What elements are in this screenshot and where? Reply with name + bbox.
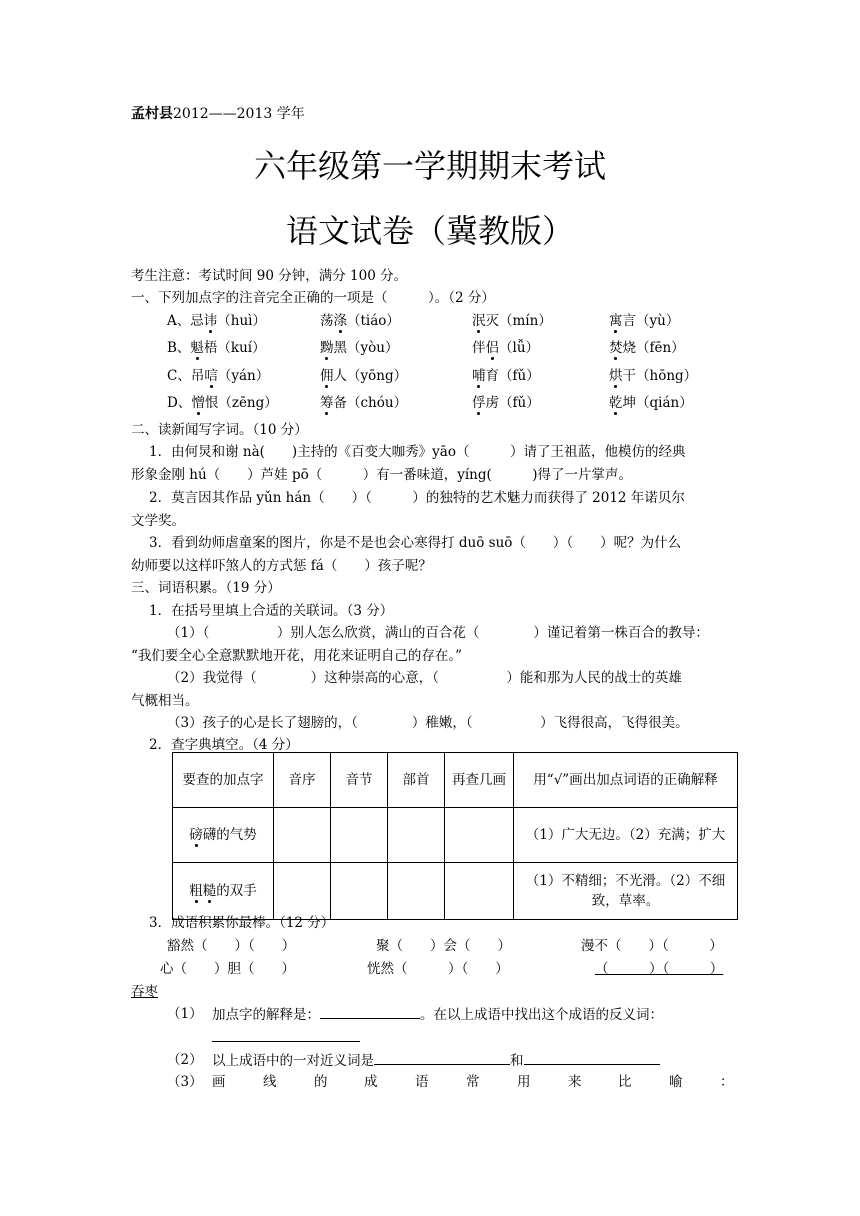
part1-text-b: 。在以上成语中找出这个成语的反义词：: [420, 1007, 663, 1023]
q2-line3: 2．莫言因其作品 yǔn hán（ ）（ ）的独特的艺术魅力而获得了 2012 年诺贝尔: [149, 490, 685, 506]
q1-option-item: 筹备（chóu）: [320, 395, 408, 411]
table-cell-input[interactable]: [445, 808, 514, 863]
part3-char: 来: [568, 1074, 582, 1090]
q1-option-item: 乾坤（qián）: [609, 395, 693, 411]
q3-s1e: （3）孩子的心是长了翅膀的，（ ）稚嫩，（ ）飞得很高，飞得很美。: [167, 715, 689, 731]
table-header: 再查几画: [445, 753, 514, 808]
q1-option-item: 泯灭（mín）: [472, 313, 552, 329]
q1-option-item: A、忌讳（huì）: [167, 313, 266, 329]
part2-number: （2）: [167, 1052, 203, 1068]
idiom-4: 心（ ）胆（ ）: [160, 961, 295, 977]
q2-line4: 文学奖。: [131, 513, 185, 529]
idiom-1: 豁然（ ）（ ）: [167, 938, 296, 954]
table-cell-input[interactable]: [388, 863, 445, 920]
table-cell-explanation: （1）不精细；不光滑。（2）不细致，草率。: [514, 863, 738, 920]
answer-blank[interactable]: [374, 1050, 510, 1065]
q1-option-item: 烘干（hōng）: [609, 368, 698, 384]
table-cell-input[interactable]: [274, 808, 331, 863]
answer-blank[interactable]: [320, 1004, 420, 1019]
exam-subtitle: 语文试卷（冀教版）: [285, 212, 574, 250]
answer-blank[interactable]: [524, 1050, 660, 1065]
q1-option-item: 寓言（yù）: [609, 313, 680, 329]
q1-option-item: 黝黑（yòu）: [320, 340, 399, 356]
part1-number: （1）: [167, 1006, 203, 1022]
q3-s1b: “我们要全心全意默默地开花，用花来证明自己的存在。”: [131, 648, 463, 664]
table-header: 用“√”画出加点词语的正确解释: [514, 753, 738, 808]
table-row: [173, 863, 738, 920]
table-header: 音序: [274, 753, 331, 808]
part2-text: 以上成语中的一对近义词是: [212, 1053, 374, 1069]
table-header: 音节: [331, 753, 388, 808]
q1-option-item: 伴侣（lǚ）: [472, 340, 540, 356]
idiom-2: 聚（ ）会（ ）: [376, 938, 511, 954]
q3-stem: 三、词语积累。（19 分）: [131, 580, 281, 596]
dictionary-table: [172, 752, 738, 920]
part1-blank-line: [212, 1027, 360, 1048]
idiom-3: 漫不（ ）（ ）: [581, 938, 723, 954]
table-header: 部首: [388, 753, 445, 808]
part3-number: （3）: [167, 1074, 203, 1090]
part1-line: [212, 1004, 663, 1025]
part3-char: 的: [314, 1074, 328, 1090]
q3-s1a: （1）（ ）别人怎么欣赏，满山的百合花（ ）谨记着第一株百合的教导：: [167, 625, 709, 641]
q1-option-item: B、魁梧（kuí）: [167, 340, 266, 356]
exam-notice: 考生注意：考试时间 90 分钟，满分 100 分。: [131, 268, 408, 284]
table-cell-input[interactable]: [445, 863, 514, 920]
table-cell-word: 粗糙的双手: [173, 863, 274, 920]
part3-char: 常: [466, 1074, 480, 1090]
table-cell-word: 磅礴的气势: [173, 808, 274, 863]
q1-option-item: D、憎恨（zēng）: [167, 395, 278, 411]
school-year-text: 2012——2013 学年: [173, 106, 305, 122]
q1-stem: 一、下列加点字的注音完全正确的一项是（ ）。（2 分）: [131, 290, 495, 306]
q1-option-item: 佣人（yōng）: [320, 368, 408, 384]
school-year: [131, 104, 305, 124]
county-name: 孟村县: [131, 106, 173, 122]
q1-option-item: 焚烧（fēn）: [609, 340, 685, 356]
q2-line1: 1．由何炅和谢 nà( )主持的《百变大咖秀》yāo（ ）请了王祖蓝，他模仿的经典: [149, 444, 686, 460]
q2-stem: 二、读新闻写字词。（10 分）: [131, 422, 308, 438]
q1-option-item: 俘虏（fǔ）: [472, 395, 540, 411]
exam-title: 六年级第一学期期末考试: [253, 147, 606, 185]
table-row: [173, 808, 738, 863]
q3-s1c: （2）我觉得（ ）这种崇高的心意，（ ）能和那为人民的战士的英雄: [167, 670, 682, 686]
table-cell-input[interactable]: [274, 863, 331, 920]
part3-char: 画: [212, 1074, 226, 1090]
table-cell-input[interactable]: [331, 808, 388, 863]
part3-char: 喻: [669, 1074, 683, 1090]
q2-line6: 幼师要以这样吓煞人的方式惩 fá（ ）孩子呢？: [131, 558, 432, 574]
part3-char: 线: [263, 1074, 277, 1090]
q1-option-item: C、吊唁（yán）: [167, 368, 270, 384]
q3-s1: 1．在括号里填上合适的关联词。（3 分）: [149, 603, 394, 619]
part1-text: 加点字的解释是：: [212, 1007, 320, 1023]
part3-char: 成: [364, 1074, 378, 1090]
answer-blank[interactable]: [212, 1027, 360, 1042]
part3-char: 比: [618, 1074, 632, 1090]
part2-line: [212, 1050, 660, 1071]
q1-option-item: 哺育（fǔ）: [472, 368, 540, 384]
q1-option-item: 荡涤（tiáo）: [320, 313, 400, 329]
part2-text-b: 和: [510, 1053, 524, 1069]
idiom-5: 恍然（ ）（ ）: [367, 961, 509, 977]
part3-char: 语: [415, 1074, 429, 1090]
idiom-7: 吞枣: [131, 984, 158, 1000]
table-cell-explanation: （1）广大无边。（2）充满；扩大: [514, 808, 738, 863]
table-header: 要查的加点字: [173, 753, 274, 808]
q3-s1d: 气概相当。: [131, 693, 199, 709]
part3-char: 用: [517, 1074, 531, 1090]
q2-line2: 形象金刚 hú（ ）芦娃 pō（ ）有一番味道，yíng( )得了一片掌声。: [131, 467, 633, 483]
idiom-6: （ ）（ ）: [595, 961, 724, 977]
table-header-row: [173, 753, 738, 808]
table-cell-input[interactable]: [331, 863, 388, 920]
q3-s3: 3．成语积累你最棒。（12 分）: [149, 915, 335, 931]
q2-line5: 3．看到幼师虐童案的图片，你是不是也会心寒得打 duō suō（ ）（ ）呢？为什么: [149, 535, 682, 551]
table-cell-input[interactable]: [388, 808, 445, 863]
part3-char: ：: [720, 1074, 734, 1090]
q3-s2: 2．查字典填空。（4 分）: [149, 737, 299, 753]
